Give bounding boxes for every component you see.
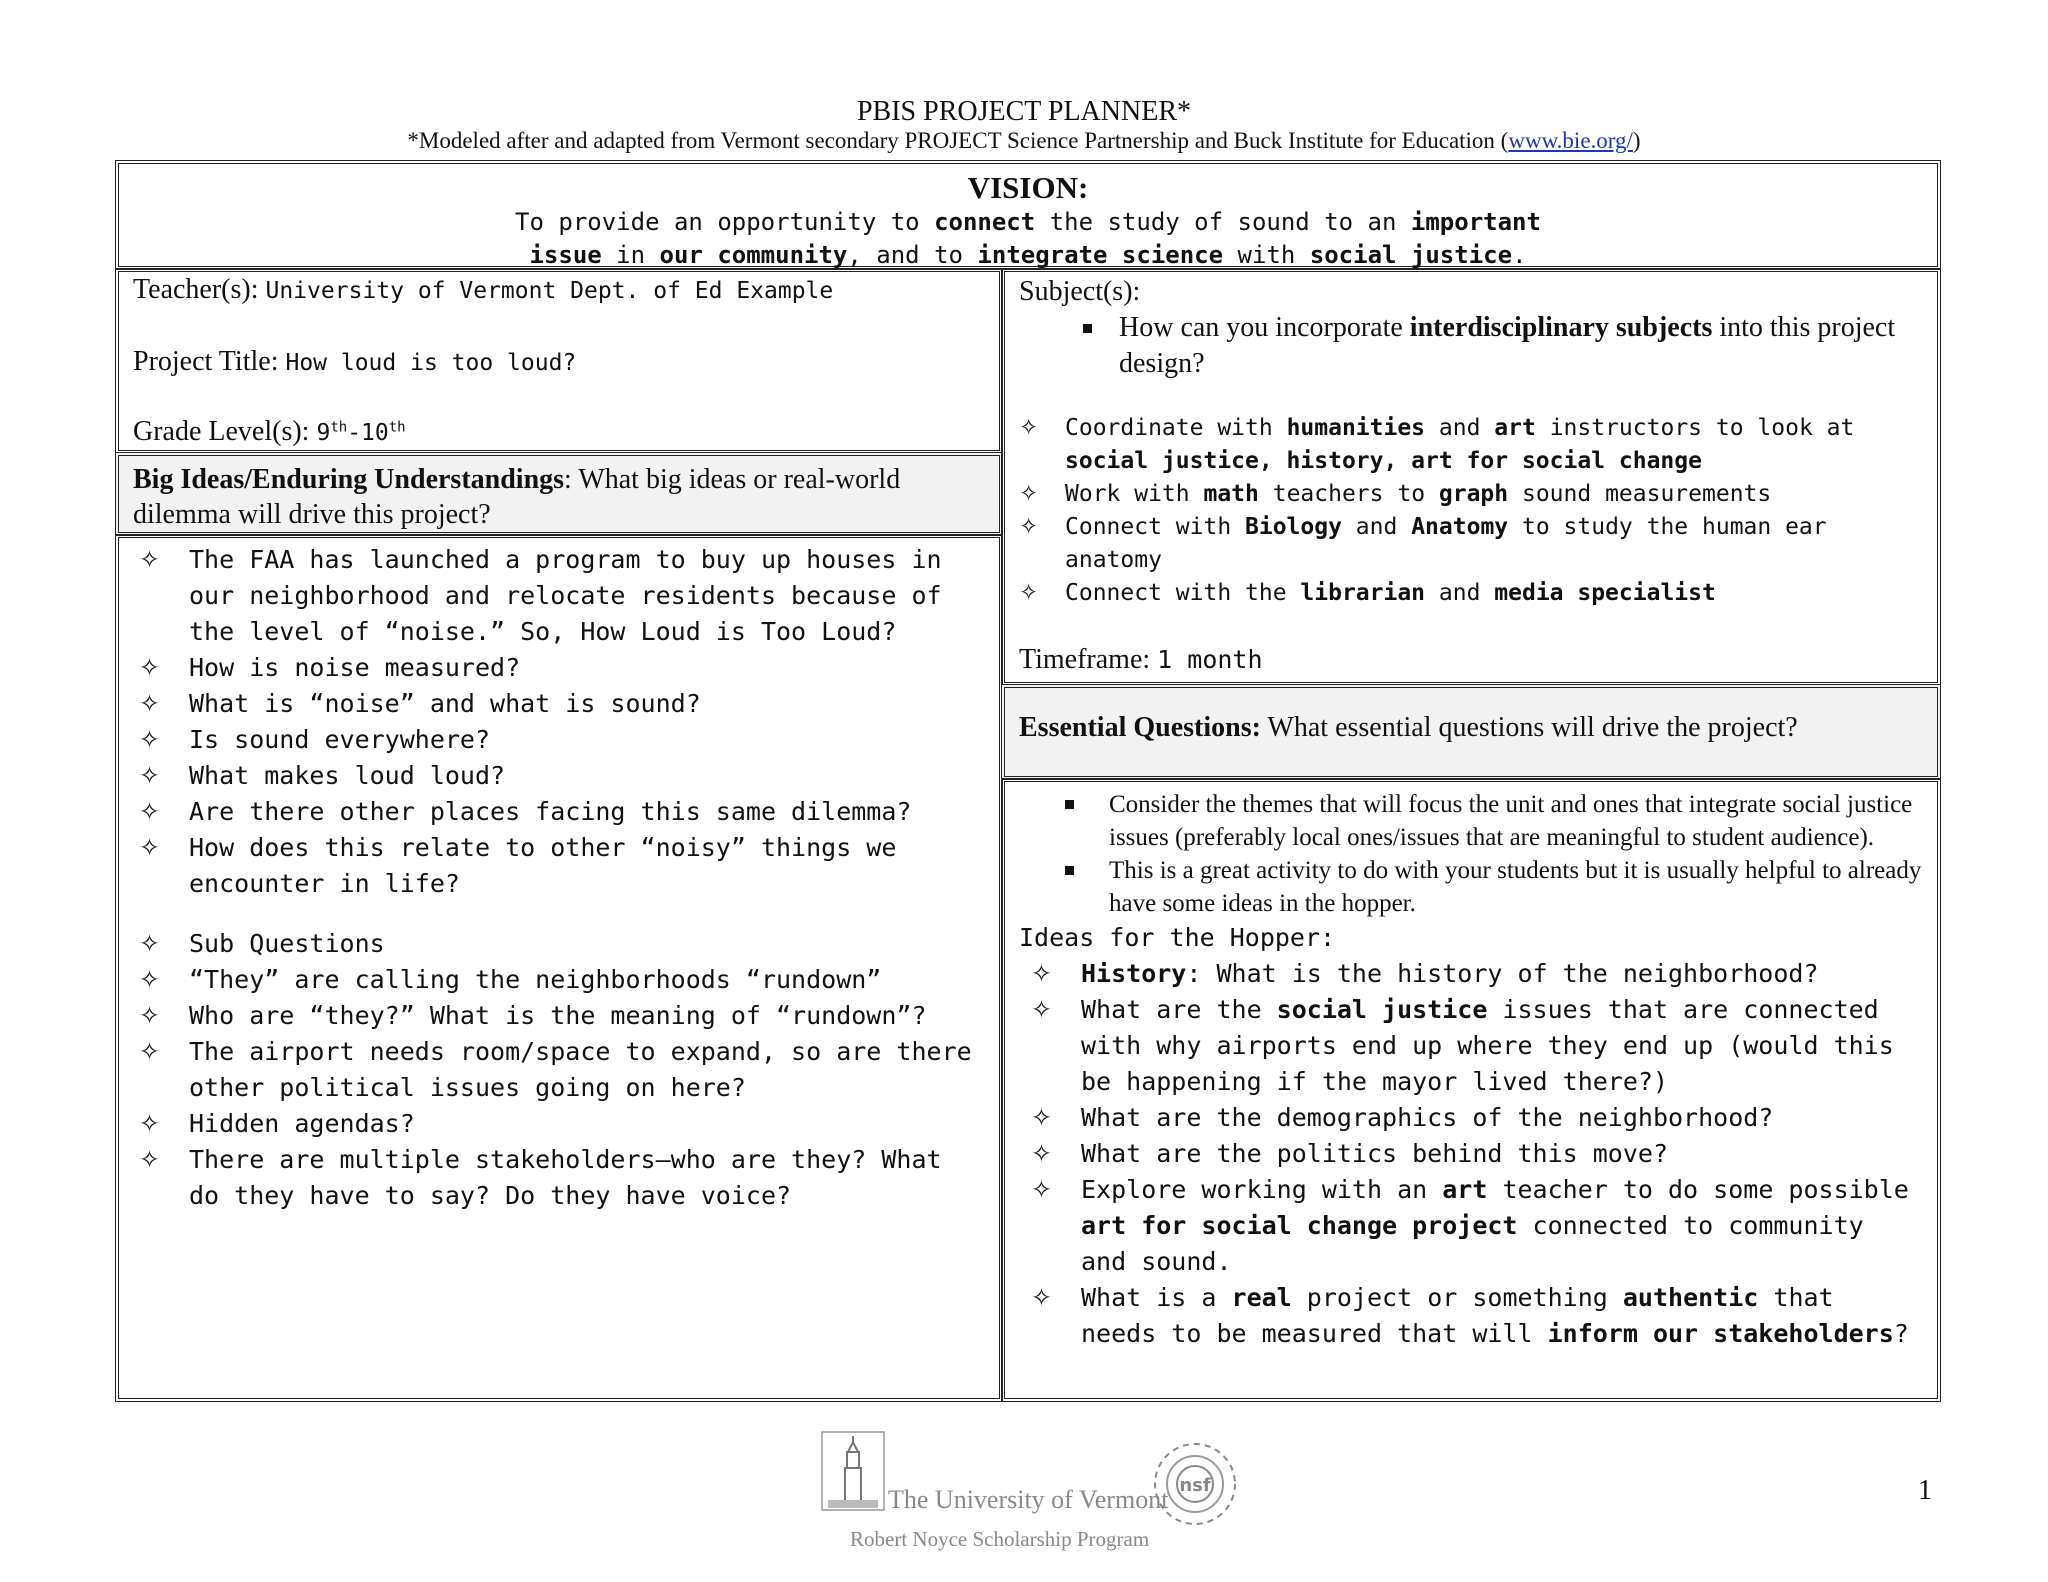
teacher-row xyxy=(133,274,833,306)
text-run: : What is the history of the neighborhood? xyxy=(1186,959,1819,988)
text-run: Explore working with an xyxy=(1081,1175,1443,1204)
subjects-prompt-c: into this project design? xyxy=(1119,312,1896,379)
footer-logo xyxy=(820,1428,1240,1552)
subjects-prompt-list xyxy=(1019,310,1923,382)
list-item xyxy=(139,542,985,650)
grade-start-sup: th xyxy=(330,419,348,436)
bie-link[interactable]: www.bie.org/ xyxy=(1508,128,1633,153)
emphasis-text: Anatomy xyxy=(1411,514,1509,540)
star-bullet-icon: ✧ xyxy=(139,725,160,754)
text-run: What are the xyxy=(1081,995,1277,1024)
essential-bullet-text: This is a great activity to do with your students but it is usually helpful to already have some ideas in the hopper. xyxy=(1109,857,1922,917)
square-bullet-icon xyxy=(1083,324,1092,333)
emphasis-text: math xyxy=(1203,481,1259,507)
star-bullet-icon: ✧ xyxy=(139,1037,160,1066)
star-bullet-icon: ✧ xyxy=(139,761,160,790)
emphasis-text: connect xyxy=(934,208,1036,236)
list-item-text: What makes loud loud? xyxy=(189,761,506,790)
list-item xyxy=(1031,1172,1923,1280)
text-run: to study the human ear anatomy xyxy=(1065,514,1827,573)
list-item xyxy=(139,1142,985,1214)
essential-bullet-text: Consider the themes that will focus the unit and ones that integrate social justice issues (preferably local ones/issues that are meaningful to student audience). xyxy=(1109,791,1913,851)
text-run: teachers to xyxy=(1258,481,1439,507)
text-run: instructors to look at xyxy=(1535,415,1855,441)
list-item-text: There are multiple stakeholders—who are they? What do they have to say? Do they have voice? xyxy=(189,1145,942,1210)
page-number: 1 xyxy=(1918,1475,1932,1506)
star-bullet-icon: ✧ xyxy=(139,1109,160,1138)
text-run: with xyxy=(1223,241,1310,269)
star-bullet-icon: ✧ xyxy=(139,797,160,826)
list-item-text: How is noise measured? xyxy=(189,653,521,682)
essential-bullets xyxy=(1019,788,1923,920)
grade-level-label: Grade Level(s): xyxy=(133,416,317,447)
project-title-value: How loud is too loud? xyxy=(285,350,577,376)
teacher-value: University of Vermont Dept. of Ed Example xyxy=(265,278,834,304)
text-run: teacher to do some possible xyxy=(1487,1175,1909,1204)
emphasis-text: librarian xyxy=(1300,580,1426,606)
big-ideas-heading-text: : What big ideas or real-world dilemma will drive this project? xyxy=(133,464,901,530)
text-run: and xyxy=(1425,580,1495,606)
program-name: Robert Noyce Scholarship Program xyxy=(850,1527,1150,1551)
essential-questions-bold: Essential Questions: xyxy=(1019,712,1261,743)
university-name: The University of Vermont xyxy=(888,1485,1169,1514)
list-item xyxy=(139,722,985,758)
text-run: What are the demographics of the neighborhood? xyxy=(1081,1103,1774,1132)
project-title-row xyxy=(133,346,576,378)
star-bullet-icon: ✧ xyxy=(139,833,160,862)
vision-line-1 xyxy=(119,206,1937,239)
text-run: and xyxy=(1341,514,1412,540)
star-bullet-icon: ✧ xyxy=(1019,514,1039,540)
star-bullet-icon: ✧ xyxy=(139,1145,160,1174)
list-item-text: What is “noise” and what is sound? xyxy=(189,689,701,718)
text-run: ? xyxy=(1893,1319,1909,1348)
text-run: project or something xyxy=(1291,1283,1623,1312)
text-run: . xyxy=(1512,241,1527,269)
list-item xyxy=(1031,992,1923,1100)
emphasis-text: art for social change project xyxy=(1081,1211,1518,1240)
grade-start: 9 xyxy=(316,420,331,446)
list-item xyxy=(139,830,985,902)
star-bullet-icon: ✧ xyxy=(1031,1175,1052,1204)
teacher-section xyxy=(115,268,1003,454)
tower-icon xyxy=(845,1436,861,1506)
emphasis-text: History xyxy=(1081,959,1187,988)
emphasis-text: humanities xyxy=(1286,415,1426,441)
text-run: the study of sound to an xyxy=(1035,208,1411,236)
big-ideas-list xyxy=(115,534,1003,1402)
text-run: Coordinate with xyxy=(1065,415,1287,441)
essential-bullet xyxy=(1019,854,1923,920)
big-ideas-items xyxy=(139,542,985,1214)
uvm-nsf-logo xyxy=(820,1428,1240,1552)
nsf-label: nsf xyxy=(1179,1475,1211,1496)
grade-level-row xyxy=(133,416,406,448)
list-item-text: The airport needs room/space to expand, so are there other political issues going on here? xyxy=(189,1037,972,1102)
star-bullet-icon: ✧ xyxy=(139,653,160,682)
subjects-prompt xyxy=(1019,310,1923,382)
text-run: Connect with the xyxy=(1065,580,1301,606)
list-item xyxy=(1019,511,1923,577)
star-bullet-icon: ✧ xyxy=(1031,995,1052,1024)
essential-questions-heading xyxy=(1001,684,1941,780)
emphasis-text: integrate science xyxy=(977,241,1224,269)
text-run: and xyxy=(1425,415,1495,441)
emphasis-text: graph xyxy=(1438,481,1509,507)
list-item xyxy=(139,650,985,686)
star-bullet-icon: ✧ xyxy=(139,929,160,958)
text-run: , and to xyxy=(847,241,978,269)
text-run: in xyxy=(601,241,660,269)
list-item xyxy=(139,758,985,794)
list-item-text: Hidden agendas? xyxy=(189,1109,415,1138)
building-icon xyxy=(828,1500,878,1508)
subjects-items xyxy=(1019,412,1923,610)
grade-end: -10 xyxy=(347,420,389,446)
essential-questions-text: What essential questions will drive the project? xyxy=(1260,712,1798,743)
timeframe-value: 1 month xyxy=(1157,645,1263,674)
essential-bullet xyxy=(1019,788,1923,854)
list-item xyxy=(1031,1280,1923,1352)
text-run: that needs to be measured that will xyxy=(1081,1283,1834,1348)
emphasis-text: issue xyxy=(529,241,602,269)
ideas-hopper-label: Ideas for the Hopper: xyxy=(1019,923,1336,952)
subjects-section xyxy=(1001,268,1941,686)
emphasis-text: inform our stakeholders xyxy=(1547,1319,1894,1348)
vision-section xyxy=(115,160,1941,270)
emphasis-text: art xyxy=(1442,1175,1488,1204)
emphasis-text: Biology xyxy=(1245,514,1342,540)
emphasis-text: media specialist xyxy=(1494,580,1716,606)
emphasis-text: art xyxy=(1494,415,1536,441)
emphasis-text: social justice xyxy=(1309,241,1513,269)
emphasis-text: real xyxy=(1231,1283,1292,1312)
star-bullet-icon: ✧ xyxy=(1019,415,1039,441)
list-item-text: “They” are calling the neighborhoods “rundown” xyxy=(189,965,882,994)
subtitle-text: *Modeled after and adapted from Vermont secondary PROJECT Science Partnership and Buck Institute for Education ( xyxy=(407,128,1509,153)
list-item-text: Who are “they?” What is the meaning of “rundown”? xyxy=(189,1001,927,1030)
big-ideas-heading xyxy=(115,452,1003,536)
emphasis-text: authentic xyxy=(1622,1283,1759,1312)
page-subtitle xyxy=(0,128,2048,154)
list-item xyxy=(139,998,985,1034)
grade-end-sup: th xyxy=(388,419,406,436)
text-run: connected to community and sound. xyxy=(1081,1211,1864,1276)
page-title: PBIS PROJECT PLANNER* xyxy=(856,96,1191,127)
text-run: Connect with xyxy=(1065,514,1246,540)
list-item xyxy=(1031,1136,1923,1172)
list-item xyxy=(139,794,985,830)
star-bullet-icon: ✧ xyxy=(139,545,160,574)
star-bullet-icon: ✧ xyxy=(1031,1103,1052,1132)
star-bullet-icon: ✧ xyxy=(1031,1283,1052,1312)
list-spacer xyxy=(139,902,985,926)
list-item xyxy=(139,1034,985,1106)
text-run: To provide an opportunity to xyxy=(515,208,935,236)
list-item xyxy=(1019,478,1923,511)
list-item xyxy=(1019,412,1923,478)
list-item xyxy=(139,926,985,962)
list-item xyxy=(139,962,985,998)
list-item xyxy=(1031,1100,1923,1136)
list-item xyxy=(139,1106,985,1142)
list-item-text: The FAA has launched a program to buy up houses in our neighborhood and relocate residents because of the level of “noise.” So, How Loud is Too Loud? xyxy=(189,545,942,646)
emphasis-text: social justice xyxy=(1276,995,1488,1024)
list-item xyxy=(1019,577,1923,610)
star-bullet-icon: ✧ xyxy=(139,965,160,994)
big-ideas-heading-bold: Big Ideas/Enduring Understandings xyxy=(133,464,565,495)
essential-questions-list xyxy=(1001,778,1941,1402)
subjects-prompt-a: How can you incorporate xyxy=(1119,312,1410,343)
star-bullet-icon: ✧ xyxy=(1019,580,1039,606)
star-bullet-icon: ✧ xyxy=(1031,1139,1052,1168)
emphasis-text: social justice, history, art for social change xyxy=(1065,448,1702,474)
timeframe-label: Timeframe: xyxy=(1019,644,1158,675)
list-item-text: Sub Questions xyxy=(189,929,385,958)
text-run: issues that are connected with why airports end up where they end up (would this be happening if the mayor lived there?) xyxy=(1081,995,1894,1096)
text-run: What are the politics behind this move? xyxy=(1081,1139,1668,1168)
star-bullet-icon: ✧ xyxy=(139,1001,160,1030)
text-run: sound measurements xyxy=(1508,481,1772,507)
list-item xyxy=(139,686,985,722)
vision-label: VISION: xyxy=(967,170,1089,205)
star-bullet-icon: ✧ xyxy=(139,689,160,718)
teacher-label: Teacher(s): xyxy=(133,274,266,305)
star-bullet-icon: ✧ xyxy=(1031,959,1052,988)
list-item-text: Are there other places facing this same dilemma? xyxy=(189,797,912,826)
timeframe-row xyxy=(1019,644,1263,676)
square-bullet-icon xyxy=(1065,866,1074,875)
emphasis-text: our community xyxy=(659,241,848,269)
text-run: What is a xyxy=(1081,1283,1232,1312)
project-title-label: Project Title: xyxy=(133,346,286,377)
text-run: Work with xyxy=(1065,481,1204,507)
grade-level-value xyxy=(316,420,405,446)
subjects-label: Subject(s): xyxy=(1019,276,1141,307)
subtitle-end: ) xyxy=(1632,128,1641,153)
square-bullet-icon xyxy=(1065,800,1074,809)
list-item-text: How does this relate to other “noisy” things we encounter in life? xyxy=(189,833,897,898)
list-item-text: Is sound everywhere? xyxy=(189,725,491,754)
star-bullet-icon: ✧ xyxy=(1019,481,1039,507)
subjects-prompt-b: interdisciplinary subjects xyxy=(1409,312,1713,343)
list-item xyxy=(1031,956,1923,992)
ideas-hopper-items xyxy=(1031,956,1923,1352)
emphasis-text: important xyxy=(1410,208,1541,236)
